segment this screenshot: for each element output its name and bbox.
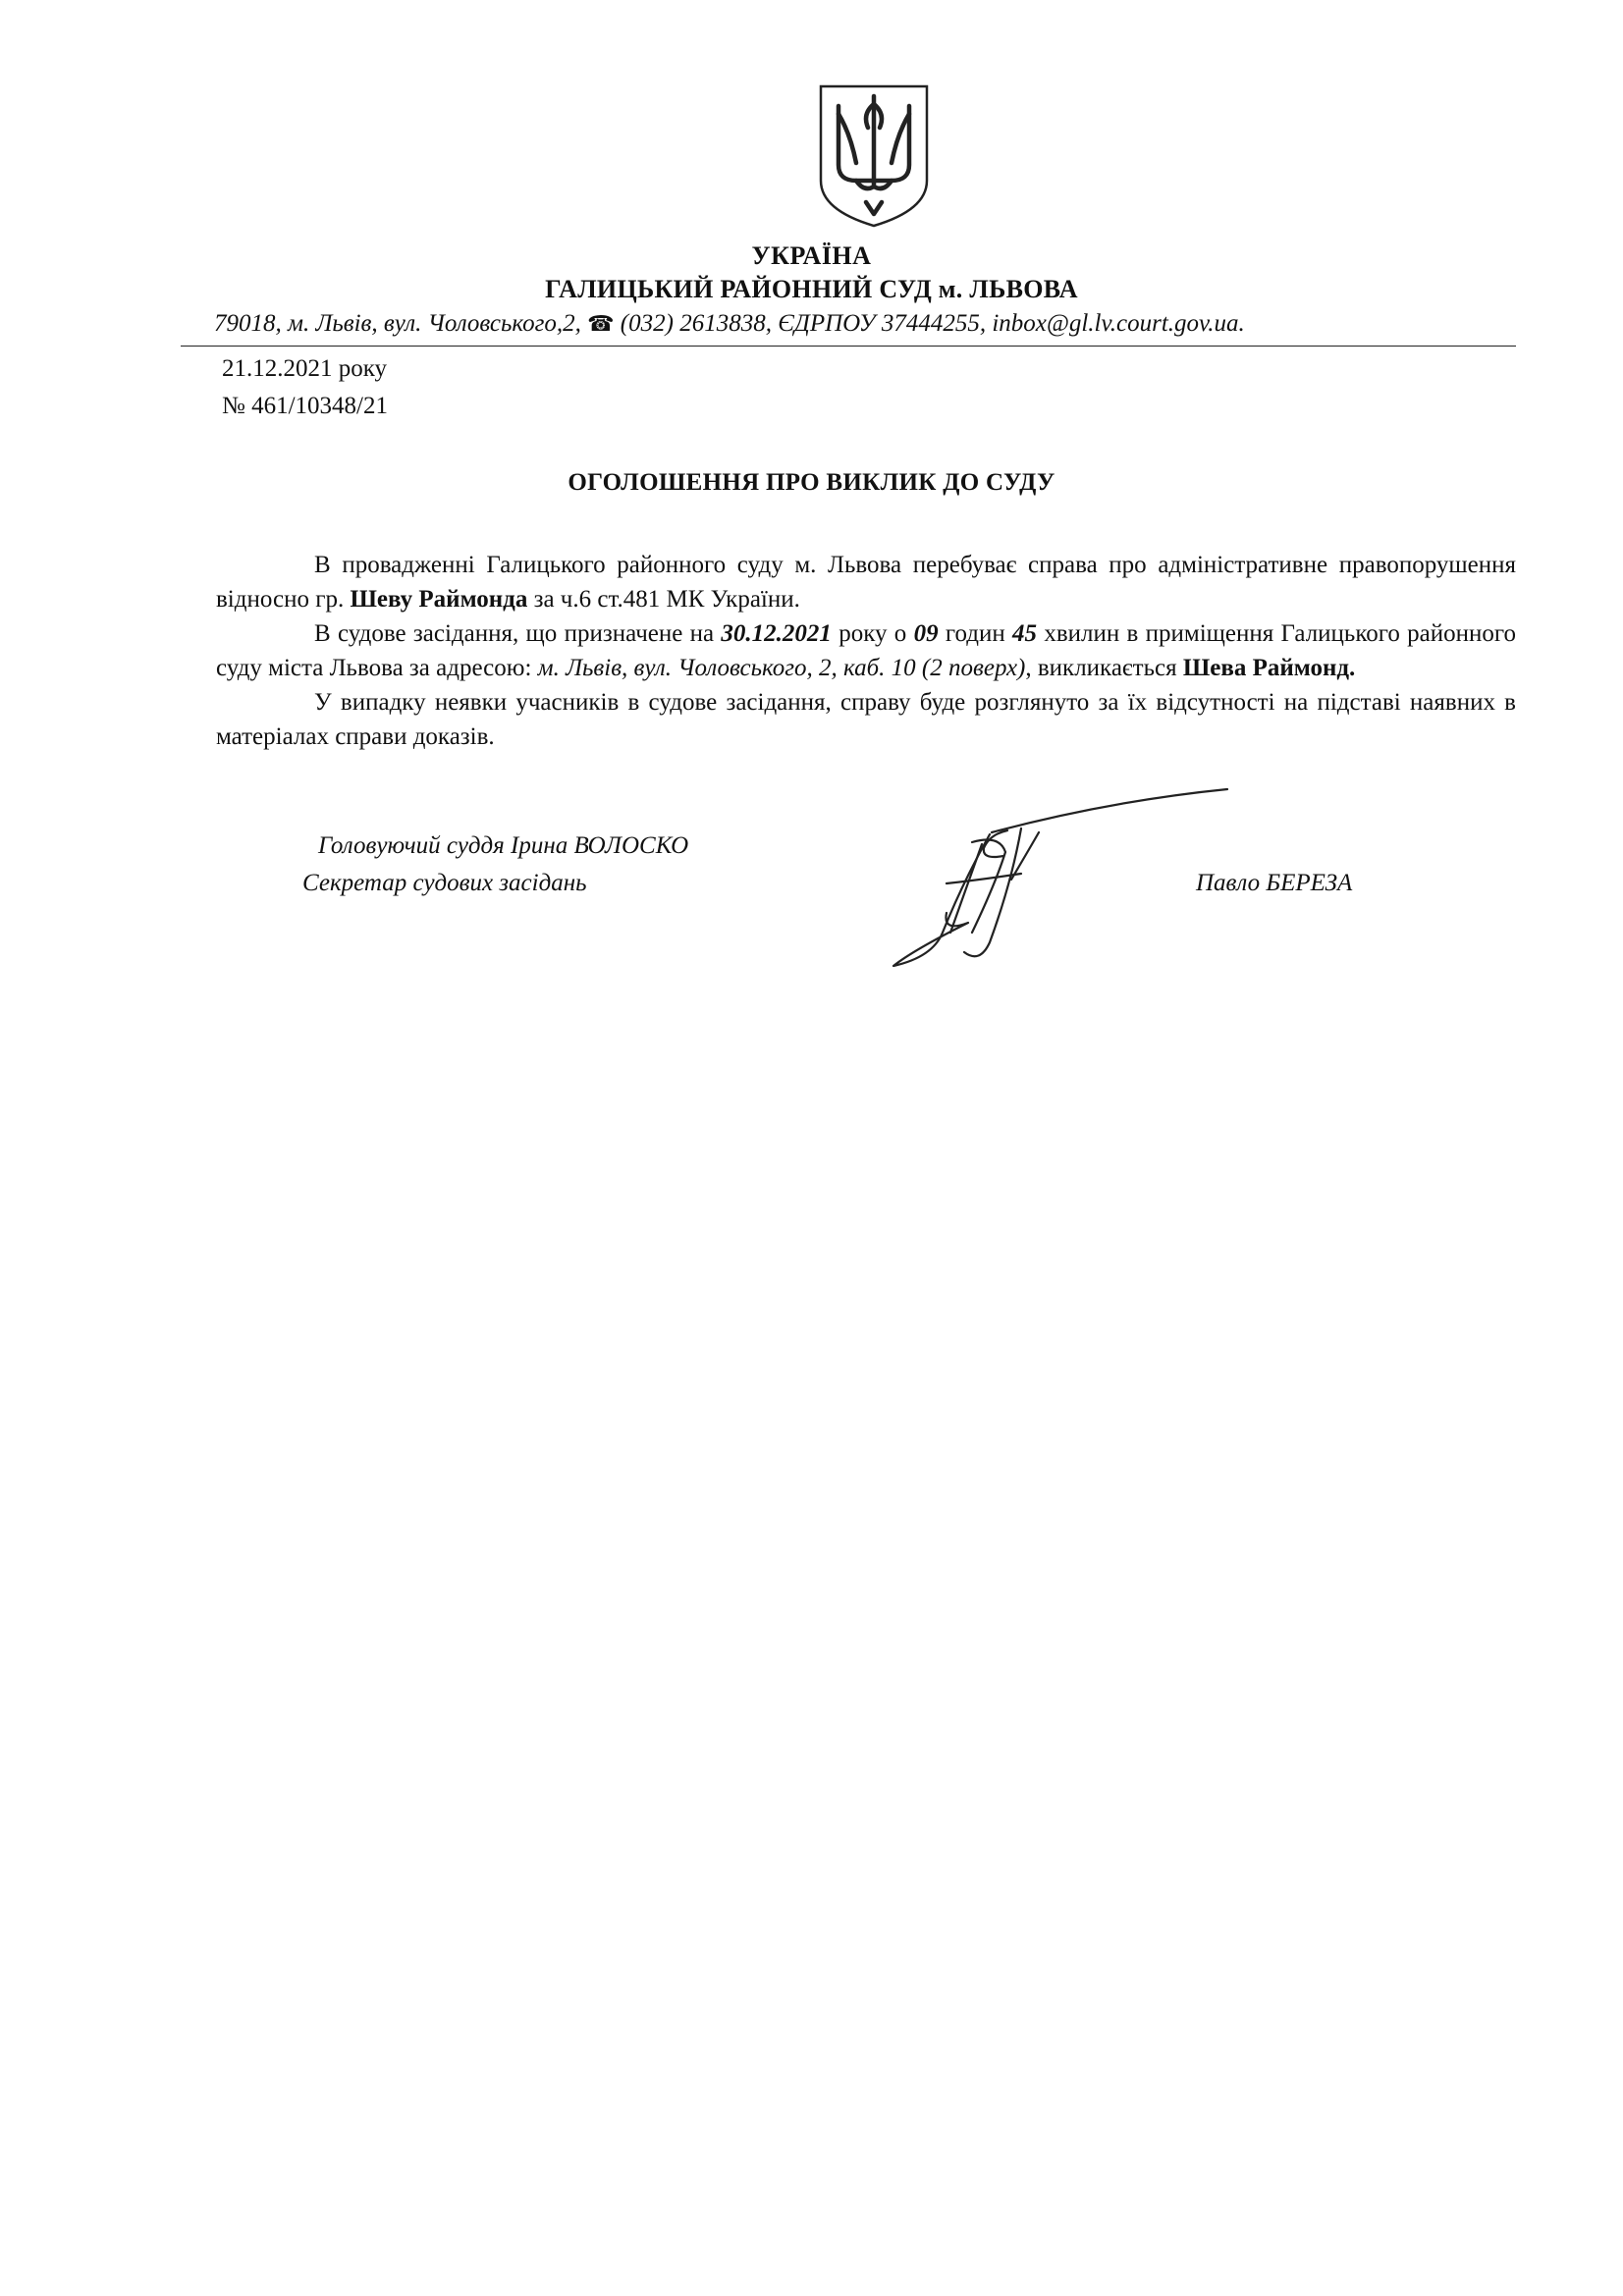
hearing-minute: 45 (1012, 620, 1038, 647)
document-title: ОГОЛОШЕННЯ ПРО ВИКЛИК ДО СУДУ (568, 469, 1055, 496)
hearing-date: 30.12.2021 (721, 620, 832, 647)
trident-icon (817, 84, 931, 228)
country-name: УКРАЇНА (751, 241, 872, 270)
summoned-name: Шева Раймонд. (1182, 655, 1356, 681)
hearing-address: м. Львів, вул. Чоловського, 2, каб. 10 (2 поверх) (537, 655, 1026, 681)
paragraph-2: В судове засідання, що призначене на 30.12.2021 року о 09 годин 45 хвилин в приміщення Галицького районного суду міста Львова за адресою: м. Львів, вул. Чоловського, 2, каб. 10 (2 поверх), викликається Шева Раймонд. (216, 620, 1516, 681)
phone-icon: ☎ (587, 311, 615, 336)
presiding-judge: Головуючий суддя Ірина ВОЛОСКО (318, 832, 689, 859)
court-name: ГАЛИЦЬКИЙ РАЙОННИЙ СУД м. ЛЬВОВА (545, 275, 1078, 303)
header-divider (181, 346, 1516, 347)
address-part-2: (032) 2613838, ЄДРПОУ 37444255, inbox@gl.lv.court.gov.ua. (614, 310, 1245, 337)
document-date: 21.12.2021 року (222, 355, 388, 382)
notice-body (216, 548, 1516, 754)
paragraph-3: У випадку неявки учасників в судове засідання, справу буде розглянуто за їх відсутності на підставі наявних в матеріалах справи доказів. (216, 689, 1516, 750)
secretary-name: Павло БЕРЕЗА (1196, 870, 1353, 896)
defendant-name: Шеву Раймонда (350, 586, 528, 613)
hearing-hour: 09 (913, 620, 939, 647)
court-address (214, 310, 1490, 338)
secretary-title: Секретар судових засідань (302, 870, 587, 896)
case-number: № 461/10348/21 (222, 393, 388, 419)
handwritten-signature (874, 785, 1237, 972)
address-part-1: 79018, м. Львів, вул. Чоловського,2, (214, 310, 588, 337)
paragraph-1: В провадженні Галицького районного суду м. Львова перебуває справа про адміністративне правопорушення відносно гр. Шеву Раймонда за ч.6 ст.481 МК України. (216, 552, 1516, 613)
